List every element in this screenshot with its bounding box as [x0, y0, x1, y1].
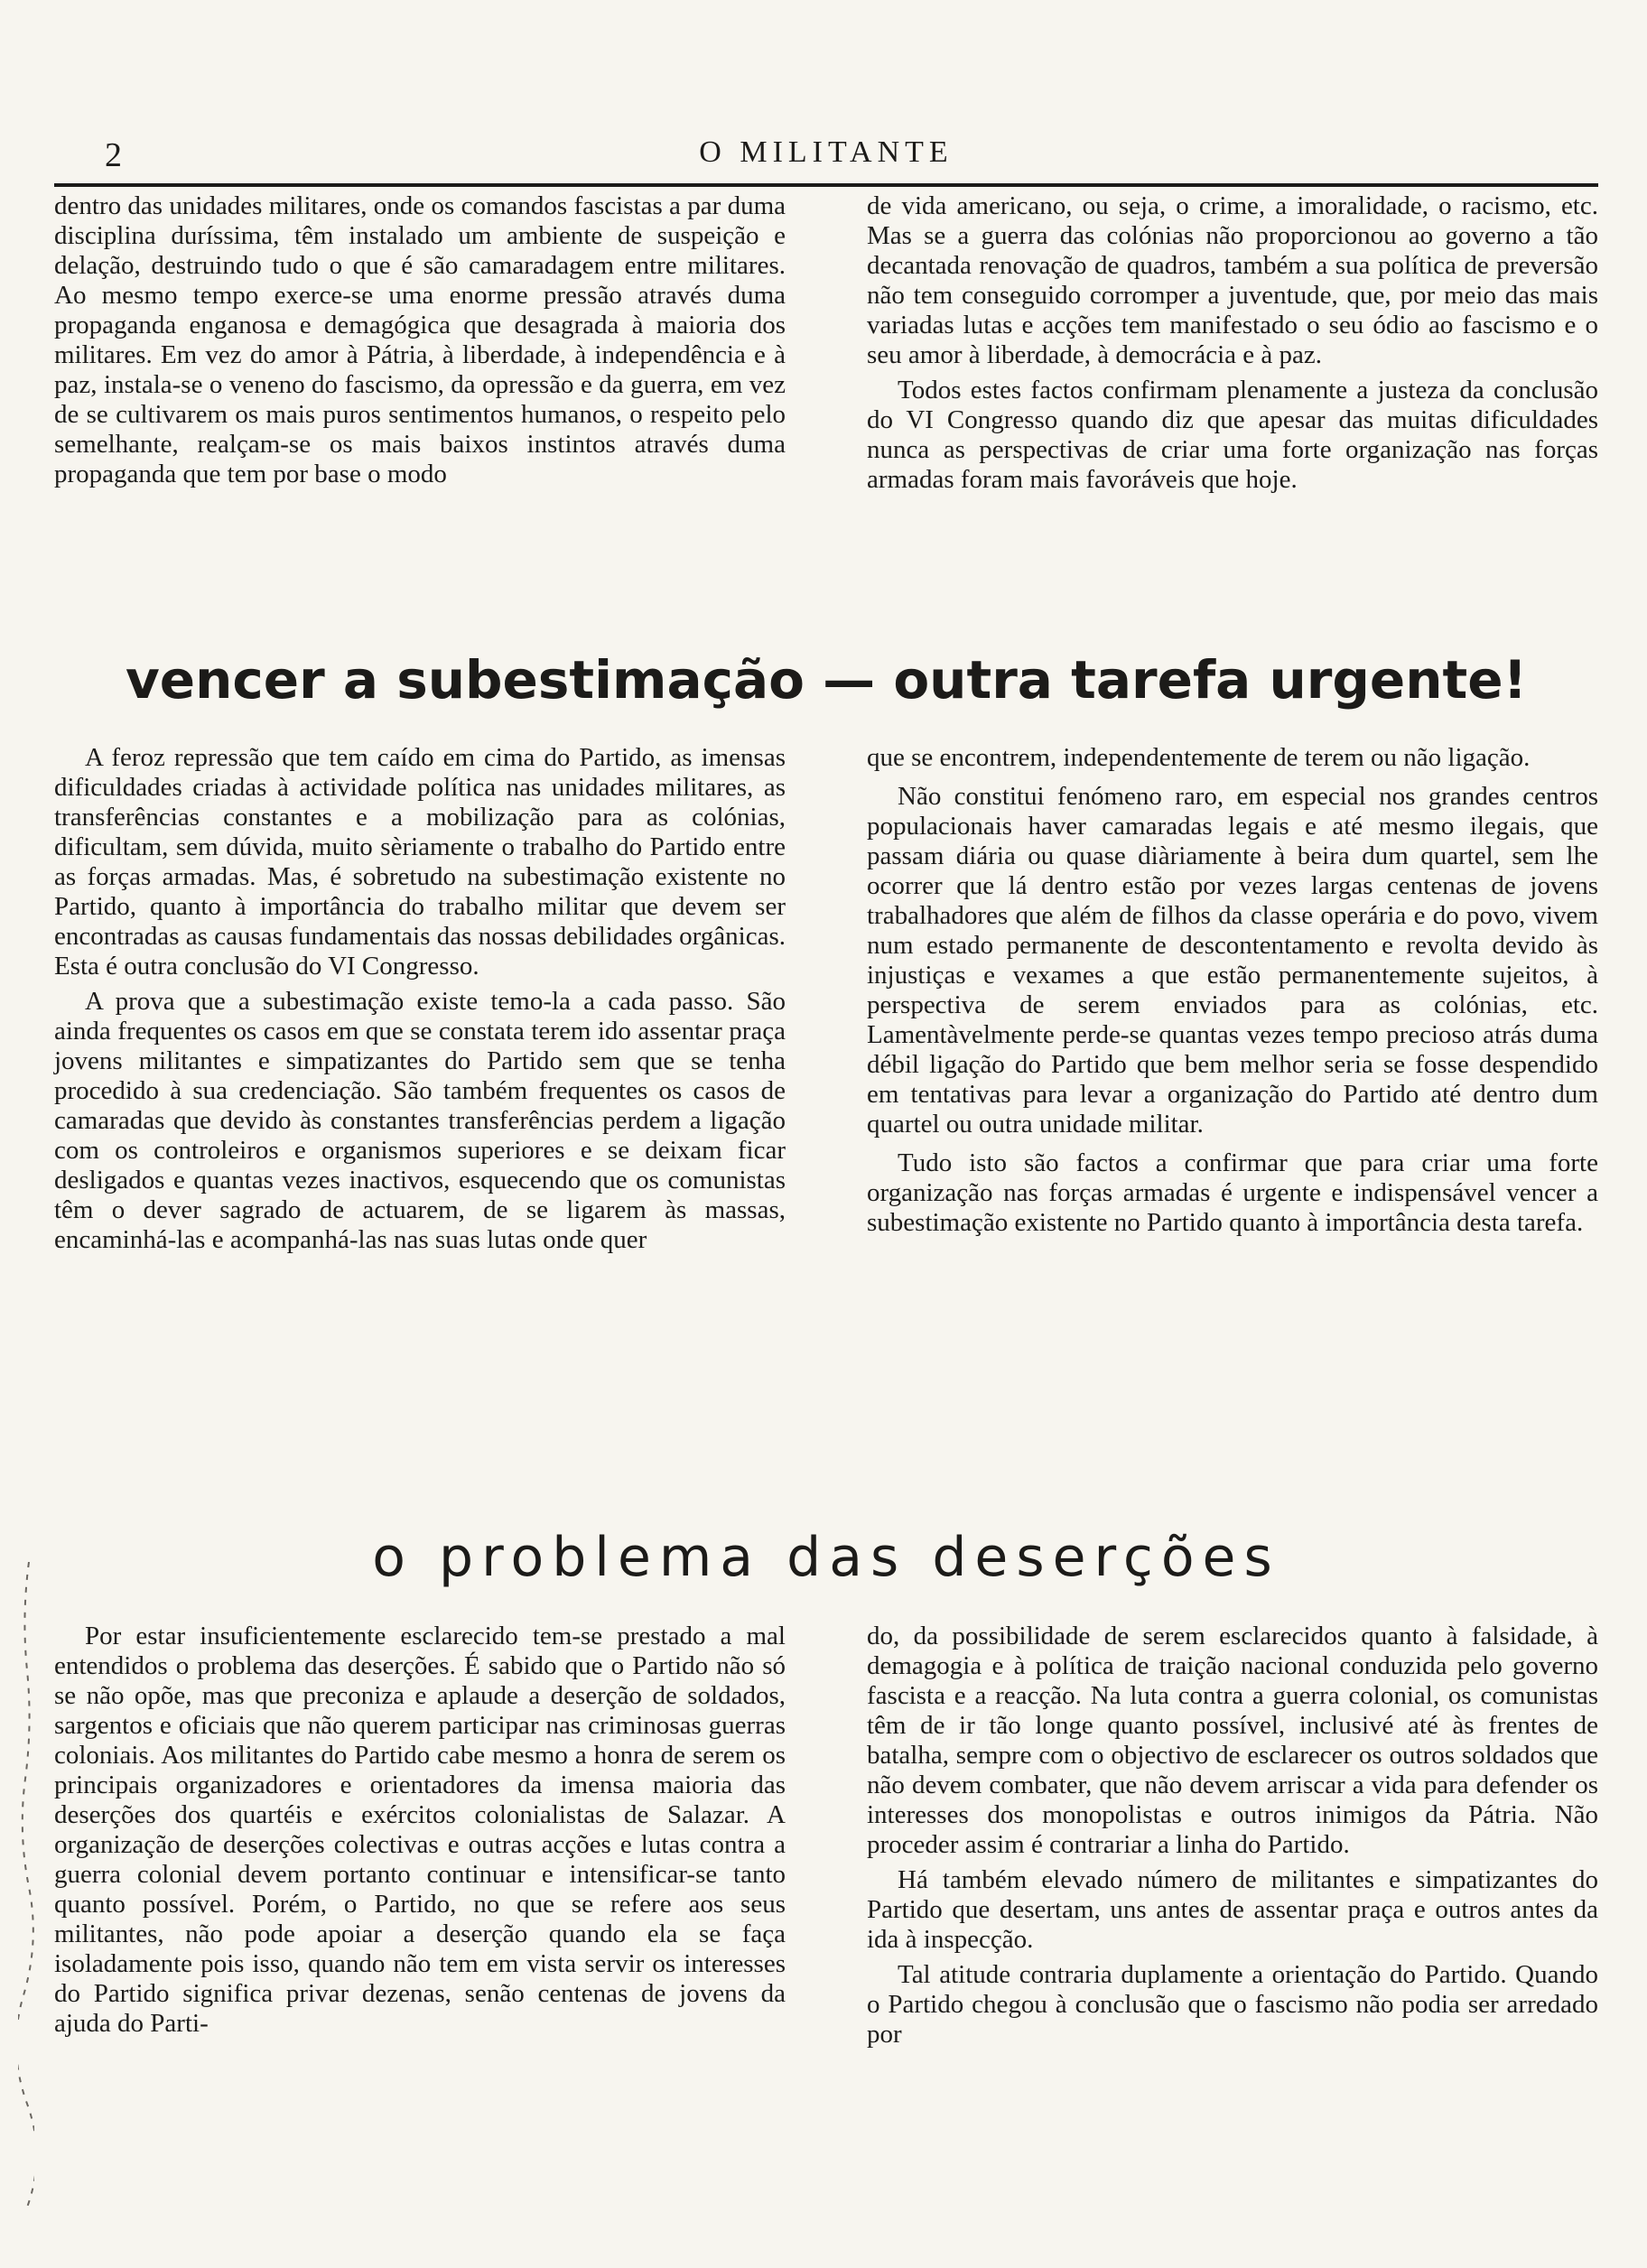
column-right [867, 191, 1598, 616]
paragraph: de vida americano, ou seja, o crime, a imoralidade, o racismo, etc. Mas se a guerra das colónias não proporcionou ao governo a tão decantada renovação de quadros, também a sua política de preversão não tem conseguido corromper a juventude, que, por meio das mais variadas lutas e acções tem manifestado o seu ódio ao fascismo e o seu amor à liberdade, à democrácia e à paz. [867, 191, 1598, 369]
article-headline: o problema das deserções [372, 1526, 1280, 1589]
paragraph: Tal atitude contraria duplamente a orientação do Partido. Quando o Partido chegou à conclusão que o fascismo não podia ser arredado por [867, 1960, 1598, 2049]
paragraph: Há também elevado número de militantes e simpatizantes do Partido que desertam, uns antes de assentar praça e outros antes da ida à inspecção. [867, 1865, 1598, 1954]
column-left [54, 743, 786, 1501]
column-right [867, 1622, 1598, 2245]
section-continuation [54, 191, 1598, 616]
paragraph: do, da possibilidade de serem esclarecidos quanto à falsidade, à demagogia e à política de traição nacional conduzida pelo governo fascista e a reacção. Na luta contra a guerra colonial, os comunistas têm de ir tão longe quanto possível, inclusivé até às frentes de batalha, sempre com o objectivo de esclarecer os outros soldados que não devem combater, que não devem arriscar a vida para defender os interesses dos monopolistas e outros inimigos da Pátria. Não proceder assim é contrariar a linha do Partido. [867, 1622, 1598, 1859]
paragraph: A prova que a subestimação existe temo-la a cada passo. São ainda frequentes os casos em que se constata terem ido assentar praça jovens militantes e simpatizantes do Partido sem que se tenha procedido à sua credenciação. São também frequentes os casos de camaradas que devido às constantes transferências perdem a ligação com os controleiros e organismos superiores e se deixam ficar desligados e quantas vezes inactivos, esquecendo que os comunistas têm o dever sagrado de actuarem, de se ligarem às massas, encaminhá-las e acompanhá-las nas suas lutas onde quer [54, 987, 786, 1254]
margin-scribble-icon [18, 1562, 34, 2212]
paragraph: Por estar insuficientemente esclarecido tem-se prestado a mal entendidos o problema das deserções. É sabido que o Partido não só se não opõe, mas que preconiza e aplaude a deserção de soldados, sargentos e oficiais que não querem participar nas criminosas guerras coloniais. Aos militantes do Partido cabe mesmo a honra de serem os principais organizadores e orientadores da imensa maioria das deserções dos quartéis e exércitos colonialistas de Salazar. A organização de deserções colectivas e outras acções e lutas contra a guerra colonial devem portanto continuar e intensificar-se tanto quanto possível. Porém, o Partido, no que se refere aos seus militantes, não pode apoiar a deserção quando ela se faça isoladamente pois isso, quando não tem em vista servir os interesses do Partido significa privar dezenas, senão centenas de jovens da ajuda do Parti- [54, 1622, 786, 2038]
column-left [54, 191, 786, 616]
paragraph: A feroz repressão que tem caído em cima do Partido, as imensas dificuldades criadas à actividade política nas unidades militares, as transferências constantes e a mobilização para as colónias, dificultam, sem dúvida, muito sèriamente o trabalho do Partido entre as forças armadas. Mas, é sobretudo na subestimação existente no Partido, quanto à importância do trabalho militar que devem ser encontradas as causas fundamentais das nossas debilidades orgânicas. Esta é outra conclusão do VI Congresso. [54, 743, 786, 981]
column-left [54, 1622, 786, 2245]
running-title: O MILITANTE [699, 135, 954, 169]
page-header [54, 135, 1598, 182]
article-desercoes [54, 1622, 1598, 2245]
column-right [867, 743, 1598, 1501]
article-subestimacao [54, 743, 1598, 1501]
paragraph: Não constitui fenómeno raro, em especial nos grandes centros populacionais haver camaradas legais e até mesmo ilegais, que passam diária ou quase diàriamente à beira dum quartel, sem lhe ocorrer que lá dentro estão por vezes largas centenas de jovens trabalhadores que além de filhos da classe operária e do povo, vivem num estado permanente de descontentamento e revolta devido às injustiças e vexames a que estão permanentemente sujeitos, à perspectiva de serem enviados para as colónias, etc. Lamentàvelmente perde-se quantas vezes tempo precioso atrás duma débil ligação do Partido que bem melhor seria se fosse despendido em tentativas para levar a organização do Partido até dentro dum quartel ou outra unidade militar. [867, 782, 1598, 1139]
paragraph: que se encontrem, independentemente de terem ou não ligação. [867, 743, 1531, 772]
article-headline: vencer a subestimação — outra tarefa urgente! [125, 649, 1528, 711]
paragraph: Todos estes factos confirmam plenamente a justeza da conclusão do VI Congresso quando diz que apesar das muitas dificuldades nunca as perspectivas de criar uma forte organização nas forças armadas foram mais favoráveis que hoje. [867, 376, 1598, 494]
header-rule [54, 183, 1598, 187]
paragraph: Tudo isto são factos a confirmar que para criar uma forte organização nas forças armadas é urgente e indispensável vencer a subestimação existente no Partido quanto à importância desta tarefa. [867, 1148, 1598, 1237]
paragraph: dentro das unidades militares, onde os comandos fascistas a par duma disciplina duríssima, têm instalado um ambiente de suspeição e delação, destruindo tudo o que é são camaradagem entre militares. Ao mesmo tempo exerce-se uma enorme pressão através duma propaganda enganosa e demagógica que desagrada à maioria dos militares. Em vez do amor à Pátria, à liberdade, à independência e à paz, instala-se o veneno do fascismo, da opressão e da guerra, em vez de se cultivarem os mais puros sentimentos humanos, o respeito pelo semelhante, realçam-se os mais baixos instintos através duma propaganda que tem por base o modo [54, 191, 786, 488]
page-number: 2 [105, 136, 123, 174]
